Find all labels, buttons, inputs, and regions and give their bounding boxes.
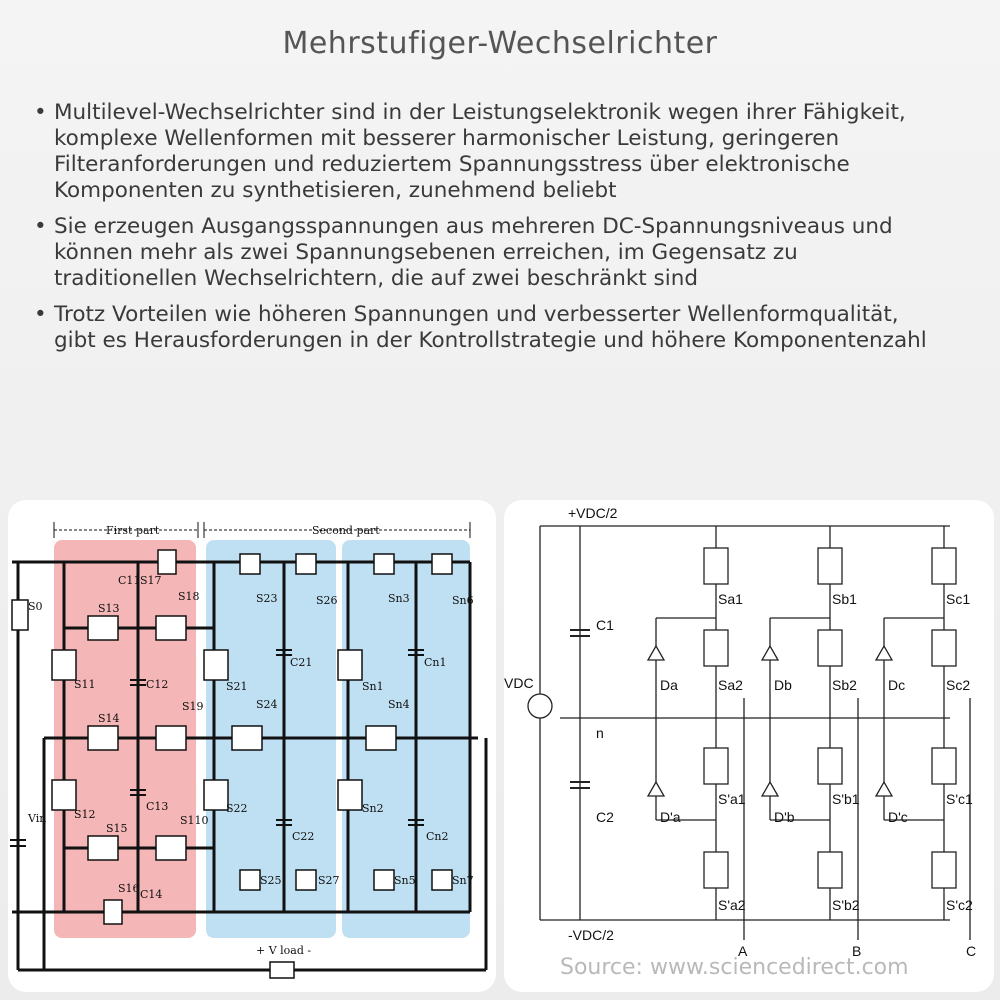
label-s25: S25 bbox=[260, 874, 282, 887]
label-sc1: Sc1 bbox=[946, 591, 971, 607]
label-sb2-prime: S'b2 bbox=[832, 897, 860, 913]
cascaded-inverter-diagram bbox=[8, 500, 496, 992]
label-c22: C22 bbox=[292, 830, 315, 843]
bullet-dot-icon: • bbox=[34, 302, 47, 327]
label-s0: S0 bbox=[28, 600, 43, 613]
label-sc2: Sc2 bbox=[946, 677, 971, 693]
label-sn3: Sn3 bbox=[388, 592, 410, 605]
bullet-text: Multilevel-Wechselrichter sind in der Leistungselektronik wegen ihrer Fähigkeit, komplexe Wellenformen mit besserer harmonischer Leistung, geringeren Filteranforderungen und reduziertem Spannungsstress über elektronische Komponenten zu synthetisieren, zunehmend beliebt bbox=[54, 100, 906, 203]
label-sc1-prime: S'c1 bbox=[946, 791, 973, 807]
label-s15: S15 bbox=[106, 822, 128, 835]
c1-label: C1 bbox=[596, 617, 614, 633]
label-sb2: Sb2 bbox=[832, 677, 857, 693]
vdc-bottom-label: -VDC/2 bbox=[568, 927, 614, 943]
bullet-text: Sie erzeugen Ausgangsspannungen aus mehreren DC-Spannungsniveaus und können mehr als zwei Spannungsebenen erreichen, im Gegensatz zu traditionellen Wechselrichtern, die auf zwei beschränkt sind bbox=[54, 214, 893, 291]
label-c21: C21 bbox=[290, 656, 313, 669]
label-sn6: Sn6 bbox=[452, 594, 474, 607]
bullet-dot-icon: • bbox=[34, 214, 47, 239]
label-s14: S14 bbox=[98, 712, 120, 725]
bullet-item bbox=[34, 214, 944, 292]
output-c-label: C bbox=[966, 943, 977, 959]
bullet-list bbox=[34, 100, 944, 364]
label-s110: S110 bbox=[180, 814, 209, 827]
label-s23: S23 bbox=[256, 592, 278, 605]
c2-label: C2 bbox=[596, 809, 614, 825]
label-da: Da bbox=[660, 677, 678, 693]
label-s27: S27 bbox=[318, 874, 340, 887]
label-s16: S16 bbox=[118, 882, 140, 895]
label-sa1-prime: S'a1 bbox=[718, 791, 746, 807]
n-label: n bbox=[596, 725, 604, 741]
first-part-label: First part bbox=[106, 524, 160, 537]
second-part-label: Second part bbox=[312, 524, 380, 537]
npc-inverter-svg bbox=[504, 500, 994, 992]
bullet-dot-icon: • bbox=[34, 100, 47, 125]
label-sa2-prime: S'a2 bbox=[718, 897, 746, 913]
label-dc: Dc bbox=[888, 677, 906, 693]
npc-wiring bbox=[540, 526, 970, 940]
label-sb1-prime: S'b1 bbox=[832, 791, 860, 807]
label-c11: C11 bbox=[118, 574, 141, 587]
label-s24: S24 bbox=[256, 698, 278, 711]
label-sa1: Sa1 bbox=[718, 591, 743, 607]
label-s13: S13 bbox=[98, 602, 120, 615]
load-resistor bbox=[270, 962, 294, 978]
label-s12: S12 bbox=[74, 808, 96, 821]
diode-labels bbox=[660, 677, 908, 825]
label-s21: S21 bbox=[226, 680, 248, 693]
label-s19: S19 bbox=[182, 700, 204, 713]
label-s26: S26 bbox=[316, 594, 338, 607]
label-db-prime: D'b bbox=[774, 809, 795, 825]
vload-label: + V load - bbox=[256, 944, 312, 957]
label-sn2: Sn2 bbox=[362, 802, 384, 815]
label-s22: S22 bbox=[226, 802, 248, 815]
bullet-item bbox=[34, 302, 944, 354]
label-cn1: Cn1 bbox=[424, 656, 447, 669]
label-db: Db bbox=[774, 677, 792, 693]
vdc-label: VDC bbox=[504, 675, 534, 691]
dc-source-icon bbox=[528, 694, 552, 718]
label-s18: S18 bbox=[178, 590, 200, 603]
vdc-top-label: +VDC/2 bbox=[568, 505, 618, 521]
label-c14: C14 bbox=[140, 888, 163, 901]
label-sa2: Sa2 bbox=[718, 677, 743, 693]
npc-inverter-diagram bbox=[504, 500, 994, 992]
page-title: Mehrstufiger-Wechselrichter bbox=[282, 26, 718, 61]
label-s11: S11 bbox=[74, 678, 96, 691]
label-sb1: Sb1 bbox=[832, 591, 857, 607]
label-dc-prime: D'c bbox=[888, 809, 908, 825]
label-c12: C12 bbox=[146, 678, 169, 691]
label-sn4: Sn4 bbox=[388, 698, 410, 711]
label-sn7: Sn7 bbox=[452, 874, 474, 887]
label-s17: S17 bbox=[140, 574, 162, 587]
label-sc2-prime: S'c2 bbox=[946, 897, 973, 913]
label-sn1: Sn1 bbox=[362, 680, 384, 693]
bullet-item bbox=[34, 100, 944, 204]
vin-label: Vin bbox=[28, 812, 47, 825]
label-c13: C13 bbox=[146, 800, 169, 813]
bullet-text: Trotz Vorteilen wie höheren Spannungen und verbesserter Wellenformqualität, gibt es Herausforderungen in der Kontrollstrategie und höhere Komponentenzahl bbox=[54, 302, 927, 353]
label-cn2: Cn2 bbox=[426, 830, 449, 843]
output-a-label: A bbox=[738, 943, 748, 959]
cascaded-inverter-svg bbox=[8, 500, 496, 992]
label-sn5: Sn5 bbox=[394, 874, 416, 887]
label-da-prime: D'a bbox=[660, 809, 681, 825]
output-b-label: B bbox=[852, 943, 862, 959]
source-credit: Source: www.sciencedirect.com bbox=[560, 955, 909, 980]
